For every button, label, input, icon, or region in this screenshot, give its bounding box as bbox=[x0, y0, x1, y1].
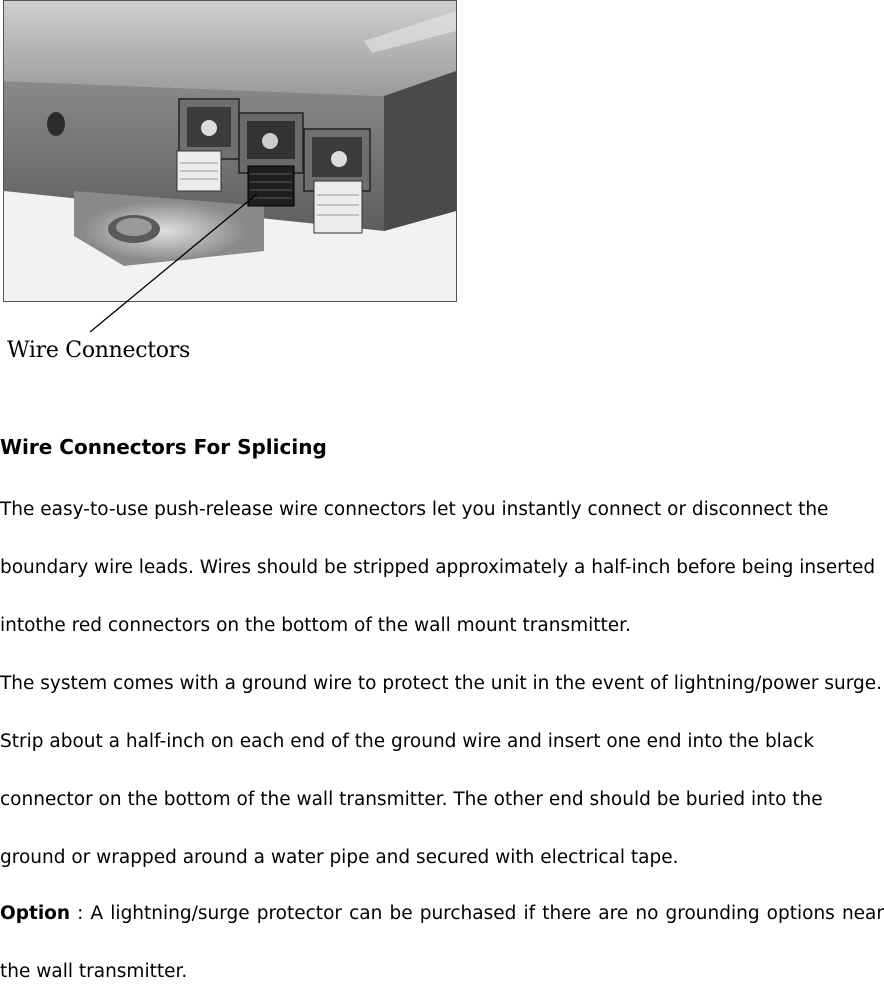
option-label: Option bbox=[0, 903, 71, 924]
paragraph-option bbox=[0, 885, 884, 1001]
section-heading: Wire Connectors For Splicing bbox=[0, 435, 327, 459]
option-text: : A lightning/surge protector can be purchased if there are no grounding options near the wall transmitter. bbox=[0, 903, 884, 982]
figure-caption: Wire Connectors bbox=[7, 338, 190, 363]
connector-photo bbox=[3, 0, 457, 302]
paragraph-connectors: The easy-to-use push-release wire connectors let you instantly connect or disconnect the boundary wire leads. Wires should be stripped approximately a half-inch before being inserted intothe red connectors on the bottom of the wall mount transmitter. bbox=[0, 499, 876, 636]
paragraph-ground-wire: The system comes with a ground wire to protect the unit in the event of lightning/power surge. Strip about a half-inch on each end of the ground wire and insert one end into the black connector on the bottom of the wall transmitter. The other end should be buried into the ground or wrapped around a water pipe and secured with electrical tape. bbox=[0, 673, 883, 868]
transmitter-illustration bbox=[4, 1, 456, 301]
